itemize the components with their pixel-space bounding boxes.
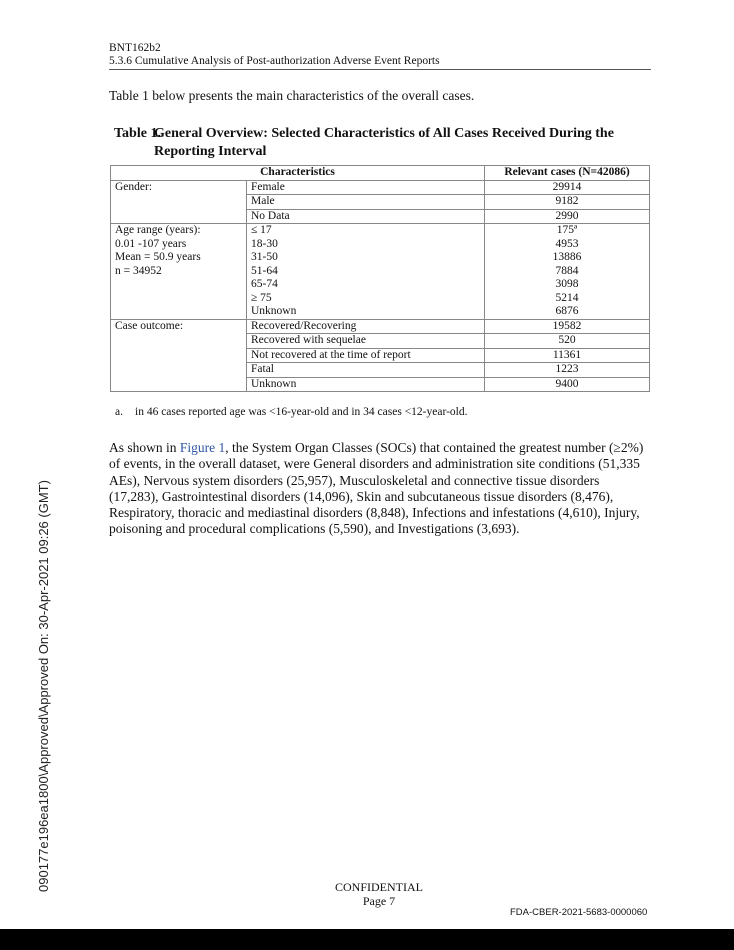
value-cell: 4953 — [555, 237, 579, 250]
value-cell: 520 — [485, 334, 650, 349]
value-cell: 13886 — [552, 251, 582, 263]
age-values — [485, 224, 650, 320]
category-cell: 18-30 — [251, 237, 278, 250]
table-header-row — [111, 166, 650, 181]
table-footnote — [115, 406, 467, 418]
age-label — [111, 224, 247, 320]
gender-label: Gender: — [111, 180, 247, 224]
value-cell: 9182 — [485, 195, 650, 210]
table-number: Table 1. — [114, 126, 161, 141]
value-cell: 29914 — [485, 180, 650, 195]
category-cell: 51-64 — [251, 264, 278, 277]
table-title: General Overview: Selected Characteristics of All Cases Received During the Reporting Interval — [154, 126, 614, 159]
paragraph-text: , the System Organ Classes (SOCs) that contained the greatest number (≥2%) of events, in the overall dataset, were General disorders and administration site conditions (51,335 AEs), Nervous system disorders (25,957), Musculoskeletal and connective tissue disorders (17,283), Gastrointestinal disorders (14,096), Skin and subcutaneous tissue disorders (8,476), Respiratory, thoracic and mediastinal disorders (8,848), Infections and infestations (4,610), Injury, poisoning and procedural complications (5,590), and Investigations (3,693). — [109, 440, 644, 537]
category-cell: Unknown — [251, 305, 297, 317]
value-cell: 9400 — [485, 377, 650, 392]
footnote-label: a. — [115, 406, 123, 418]
table-row — [111, 180, 650, 195]
running-header — [109, 42, 651, 70]
category-cell: Male — [247, 195, 485, 210]
intro-text: Table 1 below presents the main characteristics of the overall cases. — [109, 88, 475, 103]
age-label-line: Mean = 50.9 years — [115, 251, 201, 263]
category-cell: 65-74 — [251, 278, 278, 290]
age-label-line: Age range (years): — [115, 224, 201, 236]
value-cell: 175ª — [556, 224, 578, 236]
category-cell: Not recovered at the time of report — [247, 348, 485, 363]
header-characteristics: Characteristics — [111, 166, 485, 181]
category-cell: ≥ 75 — [251, 291, 272, 304]
value-cell: 19582 — [485, 319, 650, 334]
page-footer — [334, 880, 424, 908]
value-cell: 7884 — [555, 264, 579, 277]
header-relevant-cases: Relevant cases (N=42086) — [485, 166, 650, 181]
product-name: BNT162b2 — [109, 42, 161, 54]
characteristics-table — [110, 165, 650, 392]
value-cell: 11361 — [485, 348, 650, 363]
table-row — [111, 319, 650, 334]
table-row — [111, 224, 650, 320]
body-paragraph — [109, 440, 649, 538]
value-cell: 1223 — [485, 363, 650, 378]
value-cell: 6876 — [555, 305, 579, 317]
bates-number: FDA-CBER-2021-5683-0000060 — [510, 907, 648, 918]
page-number: Page 7 — [362, 894, 396, 908]
category-cell: 31-50 — [251, 251, 278, 263]
figure-1-link[interactable]: Figure 1 — [179, 440, 226, 455]
bottom-bar — [0, 929, 734, 950]
category-cell: Female — [247, 180, 485, 195]
value-cell: 3098 — [555, 278, 579, 290]
category-cell: ≤ 17 — [251, 224, 272, 236]
age-categories — [247, 224, 485, 320]
value-cell: 2990 — [485, 209, 650, 224]
footnote-text: in 46 cases reported age was <16-year-old and in 34 cases <12-year-old. — [135, 406, 468, 418]
category-cell: Recovered/Recovering — [247, 319, 485, 334]
confidential-label: CONFIDENTIAL — [335, 880, 423, 894]
section-title: 5.3.6 Cumulative Analysis of Post-authorization Adverse Event Reports — [109, 55, 440, 67]
paragraph-lead: As shown in — [109, 440, 180, 455]
category-cell: Unknown — [247, 377, 485, 392]
category-cell: No Data — [247, 209, 485, 224]
value-cell: 5214 — [555, 291, 579, 304]
age-label-line: n = 34952 — [115, 264, 162, 277]
outcome-label: Case outcome: — [111, 319, 247, 392]
approval-stamp: 090177e196ea1800\Approved\Approved On: 30-Apr-2021 09:26 (GMT) — [36, 480, 51, 892]
age-label-line: 0.01 -107 years — [115, 237, 187, 250]
category-cell: Recovered with sequelae — [247, 334, 485, 349]
category-cell: Fatal — [247, 363, 485, 378]
